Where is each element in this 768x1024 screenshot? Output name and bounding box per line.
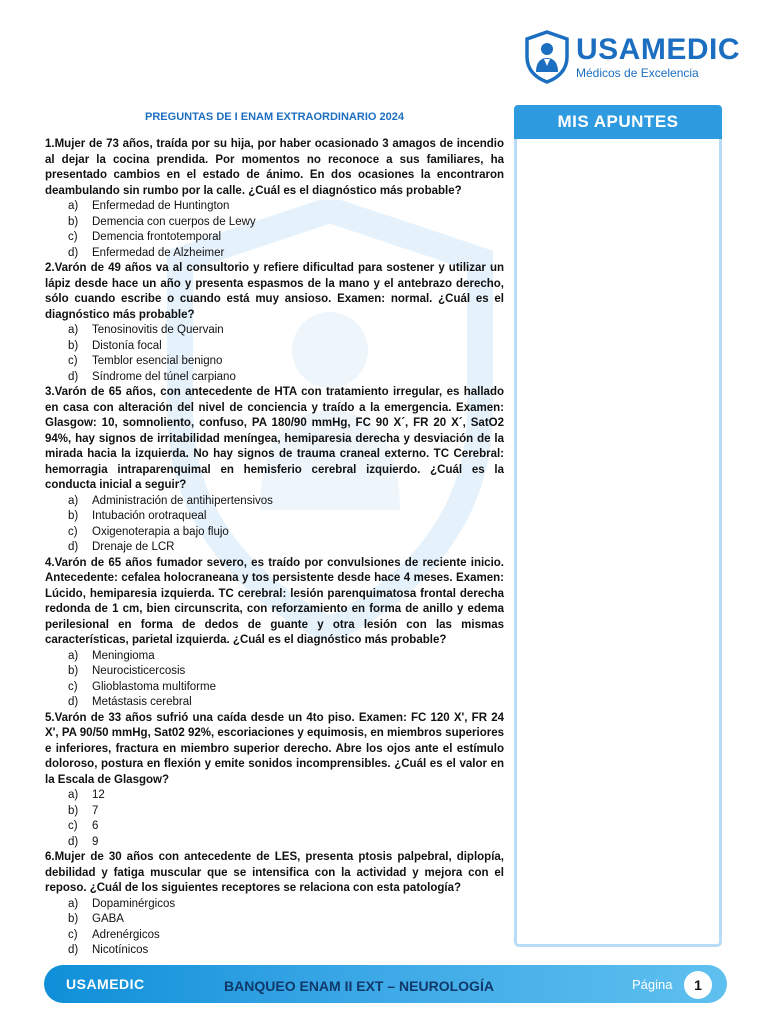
notes-panel — [514, 105, 722, 947]
option-item — [45, 509, 504, 525]
option-letter: a) — [68, 649, 79, 662]
option-letter: d) — [68, 696, 79, 708]
option-item — [45, 199, 504, 215]
option-text: Meningioma — [92, 649, 155, 662]
question-text: 5.Varón de 33 años sufrió una caída desde un 4to piso. Examen: FC 120 X', FR 24 X', PA 90/50 mmHg, Sat02 92%, escoriaciones y equimosis, en miembros superiores e inferiores, fractura en miembro superior derecho. Abre los ojos ante el estímulo doloroso, postura en flexión y emite sonidos incomprensibles. ¿Cuál es el valor en la Escala de Glasgow? — [45, 711, 504, 786]
page-label: Página — [632, 977, 673, 992]
option-letter: b) — [68, 804, 79, 817]
option-text: Demencia con cuerpos de Lewy — [92, 215, 256, 228]
option-item — [45, 540, 504, 556]
question-text: 6.Mujer de 30 años con antecedente de LES, presenta ptosis palpebral, diplopía, debilidad y fatiga muscular que se intensifica con la actividad y mejora con el reposo. ¿Cuál de los siguientes receptores se relaciona con esta patología? — [45, 851, 504, 894]
question-text: 4.Varón de 65 años fumador severo, es traído por convulsiones de reciente inicio. Antecedente: cefalea holocraneana y tos persistente desde hace 4 meses. Examen: Lúcido, hemiparesia izquierda. TC cerebral: lesión parenquimatosa frontal derecha redonda de 1 cm, bien circunscrita, con reforzamiento en forma de anillo y edema perilesional en forma de dedos de guante y otra lesión con las mismas características, parietal izquierda. ¿Cuál es el diagnóstico más probable? — [45, 556, 504, 646]
option-text: Síndrome del túnel carpiano — [92, 370, 236, 383]
question-block — [45, 137, 504, 261]
option-letter: d) — [68, 944, 79, 956]
options-list — [45, 649, 504, 711]
option-letter: d) — [68, 246, 79, 259]
option-item — [45, 897, 504, 913]
question-block — [45, 385, 504, 556]
question-block — [45, 261, 504, 385]
option-item — [45, 943, 504, 959]
options-list — [45, 788, 504, 850]
option-letter: b) — [68, 215, 79, 228]
option-letter: b) — [68, 665, 79, 677]
option-item — [45, 649, 504, 665]
brand-name: USAMEDIC — [576, 32, 741, 66]
option-text: Glioblastoma multiforme — [92, 680, 216, 693]
option-text: Demencia frontotemporal — [92, 231, 222, 243]
footer-bar — [44, 965, 727, 1003]
option-letter: a) — [68, 494, 79, 507]
option-item — [45, 788, 504, 804]
option-letter: d) — [68, 541, 79, 553]
footer-title: BANQUEO ENAM II EXT – NEUROLOGÍA — [224, 978, 494, 994]
option-item — [45, 354, 504, 370]
options-list — [45, 199, 504, 261]
option-text: 7 — [92, 804, 99, 817]
option-item — [45, 804, 504, 820]
option-text: Temblor esencial benigno — [92, 355, 223, 367]
option-text: Neurocisticercosis — [92, 665, 186, 677]
option-item — [45, 835, 504, 851]
notes-area — [514, 139, 722, 947]
notes-title: MIS APUNTES — [514, 105, 722, 139]
option-text: Distonía focal — [92, 339, 162, 352]
option-letter: c) — [68, 680, 78, 693]
option-text: Enfermedad de Huntington — [92, 200, 230, 212]
option-text: 6 — [92, 820, 99, 832]
option-letter: c) — [68, 928, 78, 941]
option-item — [45, 680, 504, 696]
brand-logo — [524, 30, 740, 84]
option-letter: a) — [68, 324, 79, 336]
option-letter: d) — [68, 370, 79, 383]
option-item — [45, 928, 504, 944]
option-text: Oxigenoterapia a bajo flujo — [92, 525, 229, 538]
footer-brand: USAMEDIC — [66, 976, 145, 992]
option-item — [45, 525, 504, 541]
option-text: 12 — [92, 789, 105, 801]
option-letter: a) — [68, 897, 79, 910]
option-item — [45, 230, 504, 246]
questions-list — [45, 137, 504, 959]
option-item — [45, 912, 504, 928]
option-letter: c) — [68, 355, 78, 367]
option-text: Intubación orotraqueal — [92, 510, 207, 522]
option-letter: c) — [68, 820, 78, 832]
option-item — [45, 370, 504, 386]
options-list — [45, 494, 504, 556]
option-item — [45, 695, 504, 711]
option-item — [45, 664, 504, 680]
option-letter: a) — [68, 200, 79, 212]
option-text: Adrenérgicos — [92, 928, 160, 941]
option-text: Administración de antihipertensivos — [92, 494, 273, 507]
option-letter: b) — [68, 913, 79, 925]
document-title: PREGUNTAS DE I ENAM EXTRAORDINARIO 2024 — [145, 111, 404, 123]
option-text: Nicotínicos — [92, 944, 149, 956]
doctor-shield-icon — [524, 30, 570, 84]
option-item — [45, 819, 504, 835]
option-item — [45, 246, 504, 262]
options-list — [45, 897, 504, 959]
question-text: 3.Varón de 65 años, con antecedente de HTA con tratamiento irregular, es hallado en casa con alteración del nivel de conciencia y traído a la emergencia. Examen: Glasgow: 10, somnoliento, confuso, PA 180/90 mmHg, FC 90 X´, FR 20 X´, SatO2 94%, hay signos de irritabilidad meníngea, hemiparesia derecha y desviación de la mirada hacia la izquierda. No hay signos de trauma craneal externo. TC Cerebral: hemorragia intraparenquimal en hemisferio cerebral izquierdo. ¿Cuál es la conducta inicial a seguir? — [45, 386, 504, 491]
page-number: 1 — [684, 971, 712, 999]
option-letter: a) — [68, 789, 79, 801]
options-list — [45, 323, 504, 385]
option-text: Tenosinovitis de Quervain — [92, 324, 224, 336]
option-text: Dopaminérgicos — [92, 897, 176, 910]
option-letter: c) — [68, 231, 78, 243]
question-block — [45, 711, 504, 851]
option-item — [45, 323, 504, 339]
option-letter: b) — [68, 339, 79, 352]
question-text: 1.Mujer de 73 años, traída por su hija, por haber ocasionado 3 amagos de incendio al dejar la cocina prendida. Por momentos no reconoce a sus familiares, ha presentado cambios en el estado de ánimo. En dos ocasiones la encontraron deambulando sin rumbo por la calle. ¿Cuál es el diagnóstico más probable? — [45, 138, 504, 197]
question-block — [45, 556, 504, 711]
option-text: Enfermedad de Alzheimer — [92, 246, 225, 259]
option-letter: d) — [68, 835, 79, 848]
option-text: Metástasis cerebral — [92, 696, 192, 708]
option-text: GABA — [92, 913, 124, 925]
option-text: Drenaje de LCR — [92, 541, 175, 553]
option-item — [45, 339, 504, 355]
option-item — [45, 215, 504, 231]
question-block — [45, 850, 504, 959]
option-item — [45, 494, 504, 510]
option-letter: c) — [68, 525, 78, 538]
option-text: 9 — [92, 835, 99, 848]
brand-tagline: Médicos de Excelencia — [576, 65, 699, 80]
question-text: 2.Varón de 49 años va al consultorio y refiere dificultad para sostener y utilizar un lápiz desde hace un año y presenta espasmos de la mano y el antebrazo derecho, sólo cuando escribe o cuando está muy ansioso. Examen: normal. ¿Cuál es el diagnóstico más probable? — [45, 262, 504, 321]
option-letter: b) — [68, 510, 79, 522]
